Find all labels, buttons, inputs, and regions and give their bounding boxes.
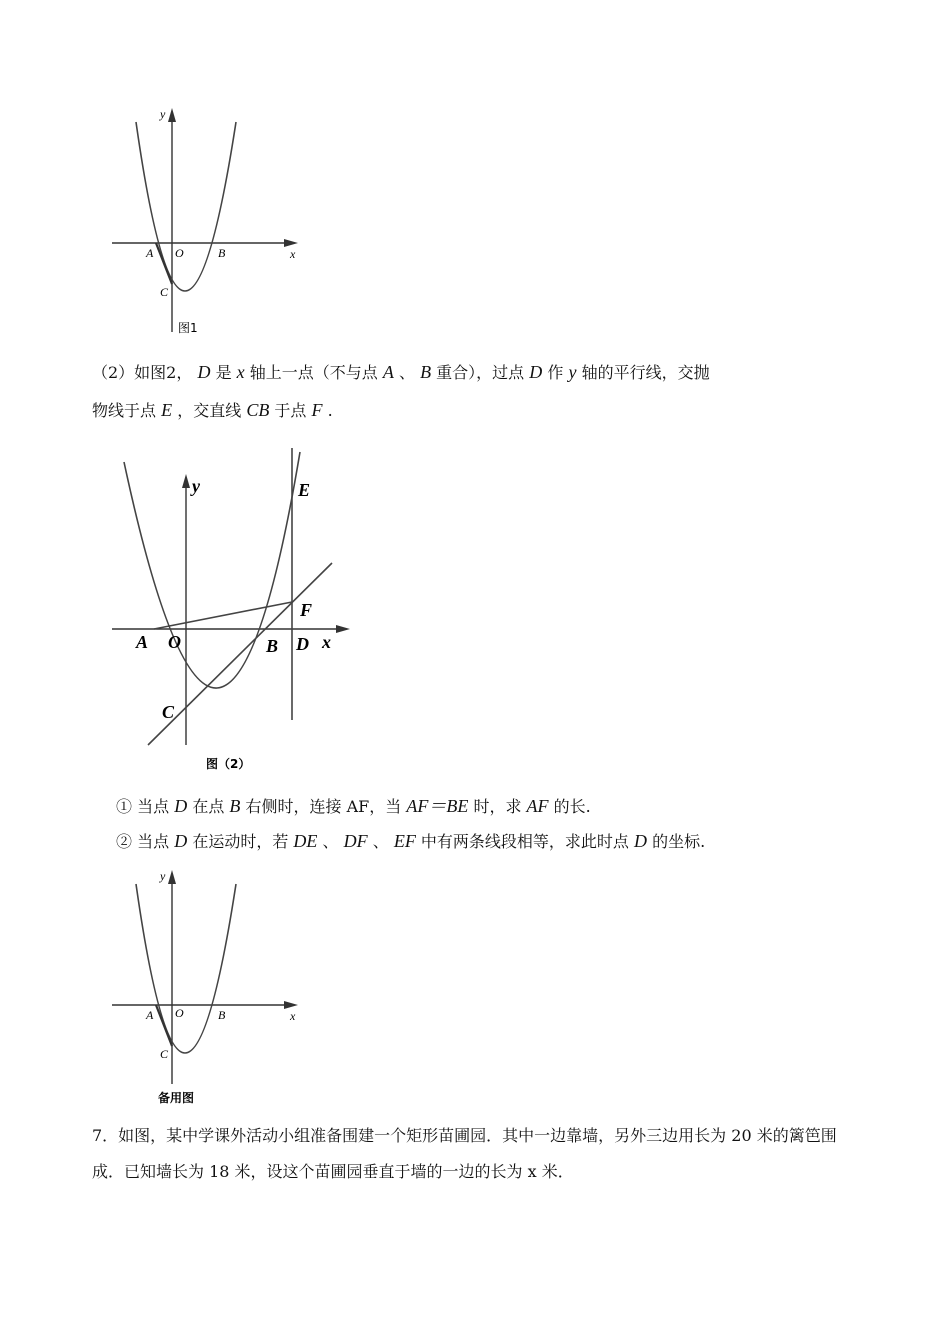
label-o: O: [175, 246, 184, 260]
label-b: B: [218, 1008, 226, 1022]
q2-d: D: [197, 362, 211, 382]
line-cb: [148, 563, 332, 745]
sub1-num: ①: [116, 797, 133, 816]
q2-text-6: 轴的平行线，交抛: [581, 363, 710, 382]
question-7-text: 7．如图，某中学课外活动小组准备围建一个矩形苗圃园．其中一边靠墙，另外三边用长为 20 米的篱笆围成．已知墙长为 18 米，设这个苗圃园垂直于墙的一边的长为 x 米．: [92, 1126, 837, 1181]
sub2-text-4: 、: [372, 832, 389, 851]
label-y: y: [160, 869, 166, 883]
label-x: x: [322, 632, 331, 652]
label-c: C: [162, 702, 175, 722]
sub1-d: D: [174, 796, 188, 816]
sub-question-2: [116, 829, 705, 852]
x-axis-arrow: [284, 239, 298, 247]
sub2-ef: EF: [393, 831, 416, 851]
sub1-af: AF: [526, 796, 549, 816]
sub2-text-1: 当点: [137, 832, 170, 851]
sub1-text-1: 当点: [137, 797, 170, 816]
sub2-text-2: 在运动时，若: [192, 832, 289, 851]
sub2-text-5: 中有两条线段相等，求此时点: [420, 832, 629, 851]
y-axis-arrow: [168, 870, 176, 884]
sub-question-1: [116, 792, 591, 818]
q2-y: y: [568, 362, 577, 382]
label-o: O: [175, 1006, 184, 1020]
label-a: A: [136, 632, 149, 652]
sub2-d: D: [174, 831, 188, 851]
segment-af: [154, 602, 292, 629]
sub1-text-3: 右侧时，连接 AF，当: [245, 797, 402, 816]
label-y: y: [160, 107, 166, 121]
q2-l2-text-2: ，交直线: [177, 401, 242, 420]
q2-l2-text-1: 物线于点: [92, 401, 157, 420]
label-f: F: [300, 600, 313, 620]
figure-1-graph: [108, 100, 308, 340]
segment-ac: [156, 1005, 172, 1046]
x-axis-arrow: [336, 625, 350, 633]
q2-e: E: [161, 400, 173, 420]
figure-2-caption: 图（2）: [206, 757, 251, 771]
label-b: B: [266, 636, 279, 656]
sub2-text-3: 、: [322, 832, 339, 851]
q2-x: x: [236, 362, 245, 382]
figure-1: [108, 100, 308, 340]
parabola: [136, 122, 236, 291]
sub1-equation: AF＝BE: [406, 796, 469, 816]
label-a: A: [146, 246, 154, 260]
sub1-text-4: 时，求: [473, 797, 522, 816]
label-y: y: [192, 476, 200, 496]
y-axis-arrow: [182, 474, 190, 488]
sub2-d-2: D: [634, 831, 648, 851]
label-x: x: [290, 247, 296, 261]
q2-text-5: 作: [547, 363, 564, 382]
label-o: O: [168, 632, 181, 652]
label-c: C: [160, 285, 169, 299]
figure-2: [108, 440, 368, 780]
label-c: C: [160, 1047, 169, 1061]
sub1-text-2: 在点: [192, 797, 225, 816]
sub1-text-5: 的长.: [553, 797, 591, 816]
q2-l2-text-4: .: [327, 401, 333, 420]
x-axis-arrow: [284, 1001, 298, 1009]
label-b: B: [218, 246, 226, 260]
q2-line-1: [92, 360, 710, 383]
label-e: E: [298, 480, 311, 500]
q2-a: A: [382, 362, 394, 382]
q2-l2-text-3: 于点: [274, 401, 307, 420]
label-d: D: [296, 634, 309, 654]
q2-text-3: 、: [398, 363, 415, 382]
figure-2-graph: [108, 440, 368, 780]
sub2-df: DF: [343, 831, 368, 851]
question-7: [92, 1118, 862, 1190]
y-axis-arrow: [168, 108, 176, 122]
q2-text-2: 轴上一点（不与点: [249, 363, 378, 382]
q2-d-2: D: [529, 362, 543, 382]
figure-3: [108, 862, 308, 1110]
label-a: A: [146, 1008, 154, 1022]
q2-b: B: [420, 362, 432, 382]
q2-intro: （2）如图2，: [92, 363, 193, 382]
segment-ac: [156, 243, 172, 284]
sub2-de: DE: [293, 831, 318, 851]
parabola: [136, 884, 236, 1053]
q2-f: F: [311, 400, 323, 420]
q2-text-4: 重合），过点: [436, 363, 525, 382]
label-x: x: [290, 1009, 296, 1023]
sub1-b: B: [229, 796, 241, 816]
q2-cb: CB: [246, 400, 270, 420]
q2-line-2: [92, 398, 333, 421]
figure-1-caption: 图1: [178, 321, 198, 335]
q2-text-1: 是: [215, 363, 232, 382]
figure-3-graph: [108, 862, 308, 1110]
sub2-text-6: 的坐标.: [652, 832, 706, 851]
sub2-num: ②: [116, 832, 133, 851]
figure-3-caption: 备用图: [158, 1091, 195, 1105]
